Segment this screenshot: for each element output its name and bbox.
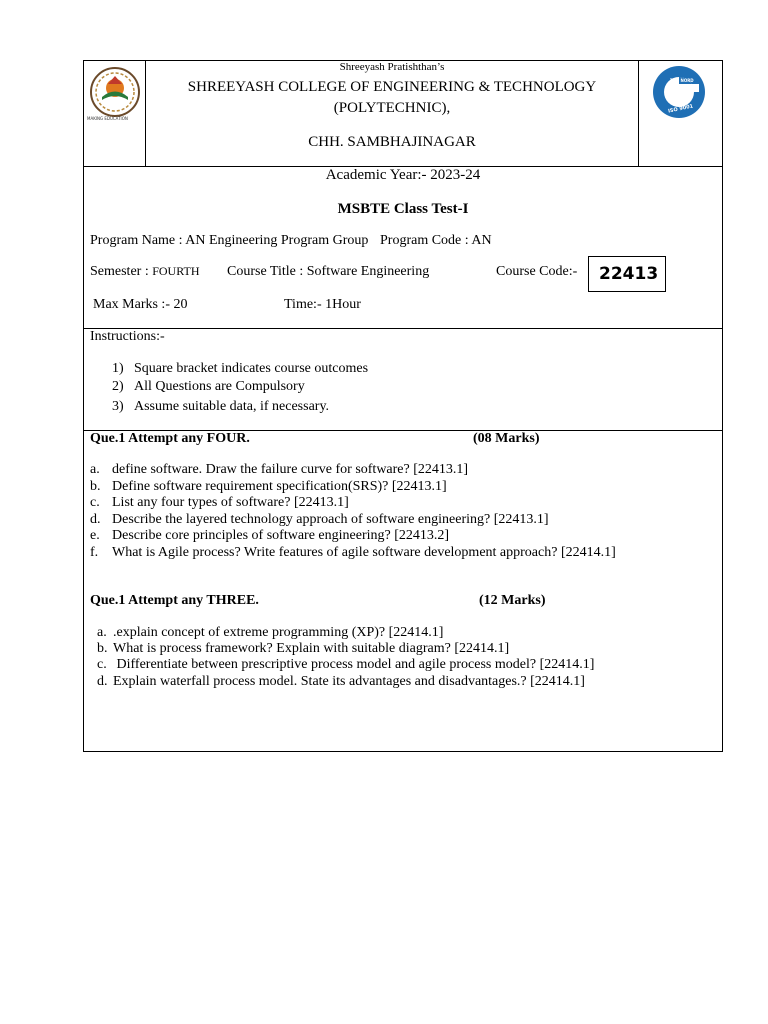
course-code-box: 22413 (588, 256, 666, 292)
logo-divider-right (638, 60, 639, 167)
question-text: Describe core principles of software engineering? [22413.2] (112, 528, 450, 543)
college-name: SHREEYASH COLLEGE OF ENGINEERING & TECHNOLOGY (187, 79, 597, 95)
question-letter: b. (90, 479, 101, 494)
instructions-heading: Instructions:- (90, 329, 165, 344)
question-text: What is process framework? Explain with suitable diagram? [22414.1] (113, 641, 510, 656)
semester-label: Semester : (90, 264, 153, 279)
course-code-label: Course Code:- (496, 264, 578, 279)
college-logo (86, 64, 144, 122)
college-type: (POLYTECHNIC), (333, 100, 451, 116)
question-item (97, 657, 594, 673)
iso-certification-logo (651, 62, 707, 122)
question-text: Define software requirement specification(SRS)? [22413.1] (112, 479, 447, 494)
course-title: Course Title : Software Engineering (227, 264, 430, 279)
question-item (90, 495, 349, 511)
question-text: .explain concept of extreme programming (XP)? [22414.1] (113, 625, 444, 640)
question-text: define software. Draw the failure curve for software? [22413.1] (112, 462, 469, 477)
instruction-number: 1) (112, 361, 124, 376)
iso-logo-bottom-text: ISO 9001 (667, 103, 694, 115)
question-text: What is Agile process? Write features of agile software development approach? [22414.1] (112, 545, 616, 560)
question-item (90, 479, 447, 495)
question-letter: d. (90, 512, 101, 527)
question-text: Explain waterfall process model. State its advantages and disadvantages.? [22414.1] (113, 674, 585, 689)
college-city: CHH. SAMBHAJINAGAR (308, 134, 476, 150)
question-letter: a. (97, 625, 107, 640)
instruction-text: Square bracket indicates course outcomes (134, 361, 369, 376)
question-item (90, 512, 549, 528)
question-2-marks: (12 Marks) (479, 593, 546, 608)
question-letter: f. (90, 545, 99, 560)
academic-year: Academic Year:- 2023-24 (325, 167, 481, 183)
semester-value: FOURTH (152, 264, 200, 278)
max-marks: Max Marks :- 20 (93, 297, 188, 312)
instruction-number: 2) (112, 379, 124, 394)
question-letter: b. (97, 641, 108, 656)
question-item (90, 462, 468, 478)
question-item (97, 641, 509, 657)
semester (90, 264, 200, 280)
question-1-marks: (08 Marks) (473, 431, 540, 446)
trust-name: Shreeyash Pratishthan’s (339, 61, 445, 73)
question-item (97, 674, 585, 690)
test-title: MSBTE Class Test-I (337, 201, 469, 217)
question-2-heading: Que.1 Attempt any THREE. (90, 593, 259, 608)
instruction-item (112, 361, 368, 377)
instruction-text: Assume suitable data, if necessary. (134, 399, 330, 414)
program-name: Program Name : AN Engineering Program Group (90, 233, 369, 248)
question-item (90, 545, 616, 561)
question-item (97, 625, 443, 641)
question-letter: a. (90, 462, 100, 477)
question-1-heading: Que.1 Attempt any FOUR. (90, 431, 250, 446)
question-letter: d. (97, 674, 108, 689)
instruction-item (112, 379, 305, 395)
question-item (90, 528, 449, 544)
question-text: Differentiate between prescriptive process model and agile process model? [22414.1] (113, 657, 595, 672)
instruction-text: All Questions are Compulsory (134, 379, 305, 394)
iso-logo-top-text: TÜV NORD (670, 78, 694, 83)
instruction-item (112, 399, 329, 415)
question-text: List any four types of software? [22413.1] (112, 495, 349, 510)
instruction-number: 3) (112, 399, 124, 414)
question-text: Describe the layered technology approach of software engineering? [22413.1] (112, 512, 549, 527)
question-letter: c. (90, 495, 100, 510)
program-code: Program Code : AN (380, 233, 492, 248)
question-letter: e. (90, 528, 100, 543)
meta-divider (83, 328, 723, 329)
question-letter: c. (97, 657, 107, 672)
college-logo-text: MAKING EDUCATION (87, 116, 128, 121)
duration: Time:- 1Hour (284, 297, 361, 312)
